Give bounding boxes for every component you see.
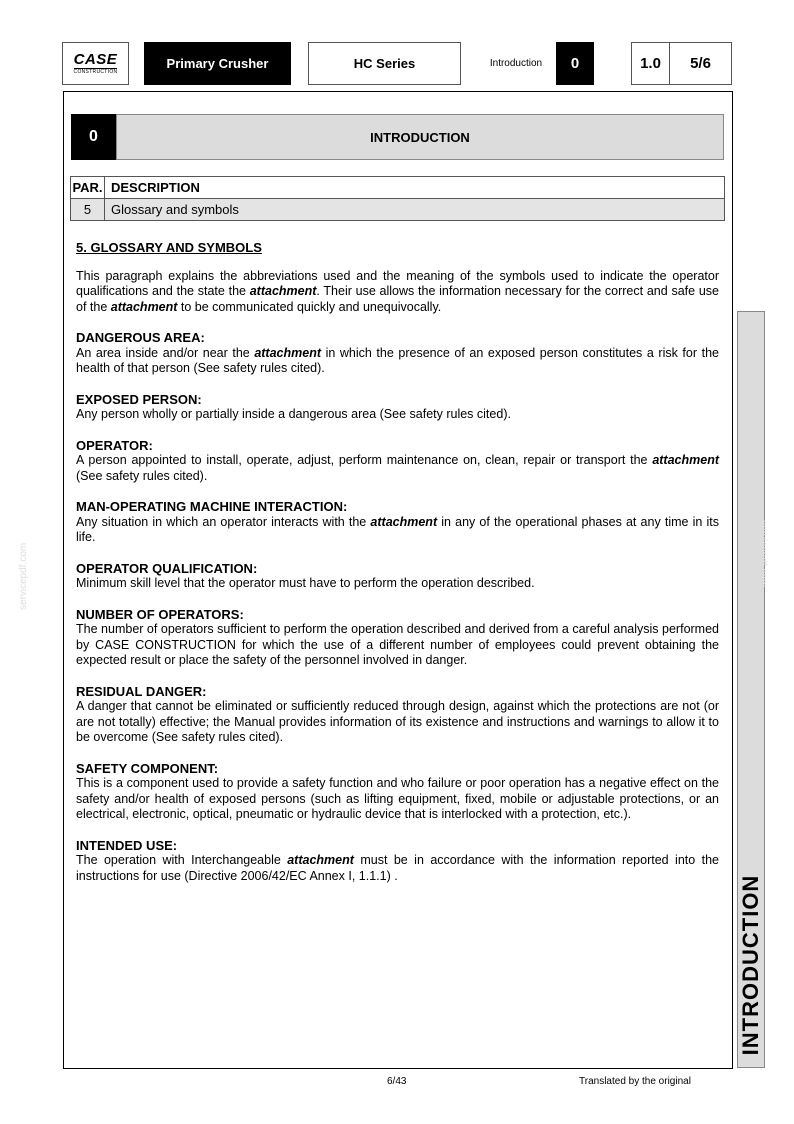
document-title: Primary Crusher xyxy=(144,42,291,85)
term-definition: The number of operators sufficient to perform the operation described and derived from a careful analysis performed by CASE CONSTRUCTION for which the use of a different number of employees could prevent obtaining the expected result or place the safety of the personnel involved in danger. xyxy=(76,622,719,667)
term-definition: Minimum skill level that the operator must have to perform the operation described. xyxy=(76,576,535,590)
chapter-number: 0 xyxy=(71,114,116,160)
document-body xyxy=(76,240,719,899)
col-header-description: DESCRIPTION xyxy=(105,177,725,199)
case-logo xyxy=(62,42,129,85)
logo-text: CASE xyxy=(73,51,118,68)
chapter-title: INTRODUCTION xyxy=(116,114,724,160)
table-row xyxy=(71,199,725,221)
term-definition: An area inside and/or near the attachment in which the presence of an exposed person constitutes a risk for the health of that person (See safety rules cited). xyxy=(76,345,719,375)
term-title: INTENDED USE: xyxy=(76,837,178,853)
watermark-left: servicepdf.com xyxy=(18,542,29,610)
glossary-term-operator xyxy=(76,438,719,485)
term-title: MAN-OPERATING MACHINE INTERACTION: xyxy=(76,499,348,514)
glossary-term-safety-component xyxy=(76,761,719,823)
term-title: EXPOSED PERSON: xyxy=(76,391,202,407)
term-title: DANGEROUS AREA: xyxy=(76,330,205,345)
term-definition: The operation with Interchangeable attachment must be in accordance with the information reported into the instructions for use (Directive 2006/42/EC Annex I, 1.1.1) . xyxy=(76,853,719,883)
term-title: NUMBER OF OPERATORS: xyxy=(76,606,244,622)
glossary-term-operator-qualification xyxy=(76,561,719,592)
term-title: OPERATOR QUALIFICATION: xyxy=(76,560,258,576)
term-definition: Any person wholly or partially inside a dangerous area (See safety rules cited). xyxy=(76,407,511,421)
term-definition: A danger that cannot be eliminated or sufficiently reduced through design, against which the protections are not (or are not totally) effective; the Manual provides information of its existence and instructions and warnings to allow it to be overcome (See safety rules cited). xyxy=(76,699,719,744)
table-header-row xyxy=(71,177,725,199)
paragraph-index-table xyxy=(70,176,725,221)
section-number: 0 xyxy=(556,42,594,85)
glossary-term-dangerous-area xyxy=(76,330,719,377)
glossary-term-number-of-operators xyxy=(76,607,719,669)
side-tab-label: INTRODUCTION xyxy=(738,874,763,1056)
term-definition: This is a component used to provide a safety function and who failure or poor operation has a negative effect on the safety and/or health of exposed persons (such as lifting equipment, fixed, mobile or adjustable protections, or an electrical, electronic, optical, pneumatic or hydraulic device that is interlocked with a protection, etc.). xyxy=(76,776,719,821)
glossary-term-man-machine-interaction xyxy=(76,499,719,546)
glossary-term-residual-danger xyxy=(76,684,719,746)
logo-subtext: CONSTRUCTION xyxy=(73,69,118,75)
row-par: 5 xyxy=(71,199,105,221)
section-heading: 5. GLOSSARY AND SYMBOLS xyxy=(76,240,262,255)
section-label: Introduction xyxy=(489,58,543,69)
term-title: RESIDUAL DANGER: xyxy=(76,683,207,699)
series-label: HC Series xyxy=(308,42,461,85)
glossary-term-intended-use xyxy=(76,838,719,885)
term-title: OPERATOR: xyxy=(76,437,153,453)
row-description: Glossary and symbols xyxy=(105,199,725,221)
col-header-par: PAR. xyxy=(71,177,105,199)
intro-paragraph: This paragraph explains the abbreviations used and the meaning of the symbols used to indicate the operator qualifications and the state the attachment. Their use allows the information necessary for the correct and safe use of the attachment to be communicated quickly and unequivocally. xyxy=(76,268,719,314)
term-definition: A person appointed to install, operate, adjust, perform maintenance on, clean, repair or transport the attachment (See safety rules cited). xyxy=(76,453,719,483)
term-definition: Any situation in which an operator interacts with the attachment in any of the operational phases at any time in its life. xyxy=(76,514,719,544)
revision-number: 1.0 xyxy=(631,42,670,85)
footer-translated-note: Translated by the original xyxy=(579,1076,691,1087)
footer-page-number: 6/43 xyxy=(387,1076,407,1087)
watermark-right: servicepdf.com xyxy=(757,520,768,588)
page-indicator: 5/6 xyxy=(669,42,732,85)
term-title: SAFETY COMPONENT: xyxy=(76,760,219,776)
glossary-term-exposed-person xyxy=(76,392,719,423)
